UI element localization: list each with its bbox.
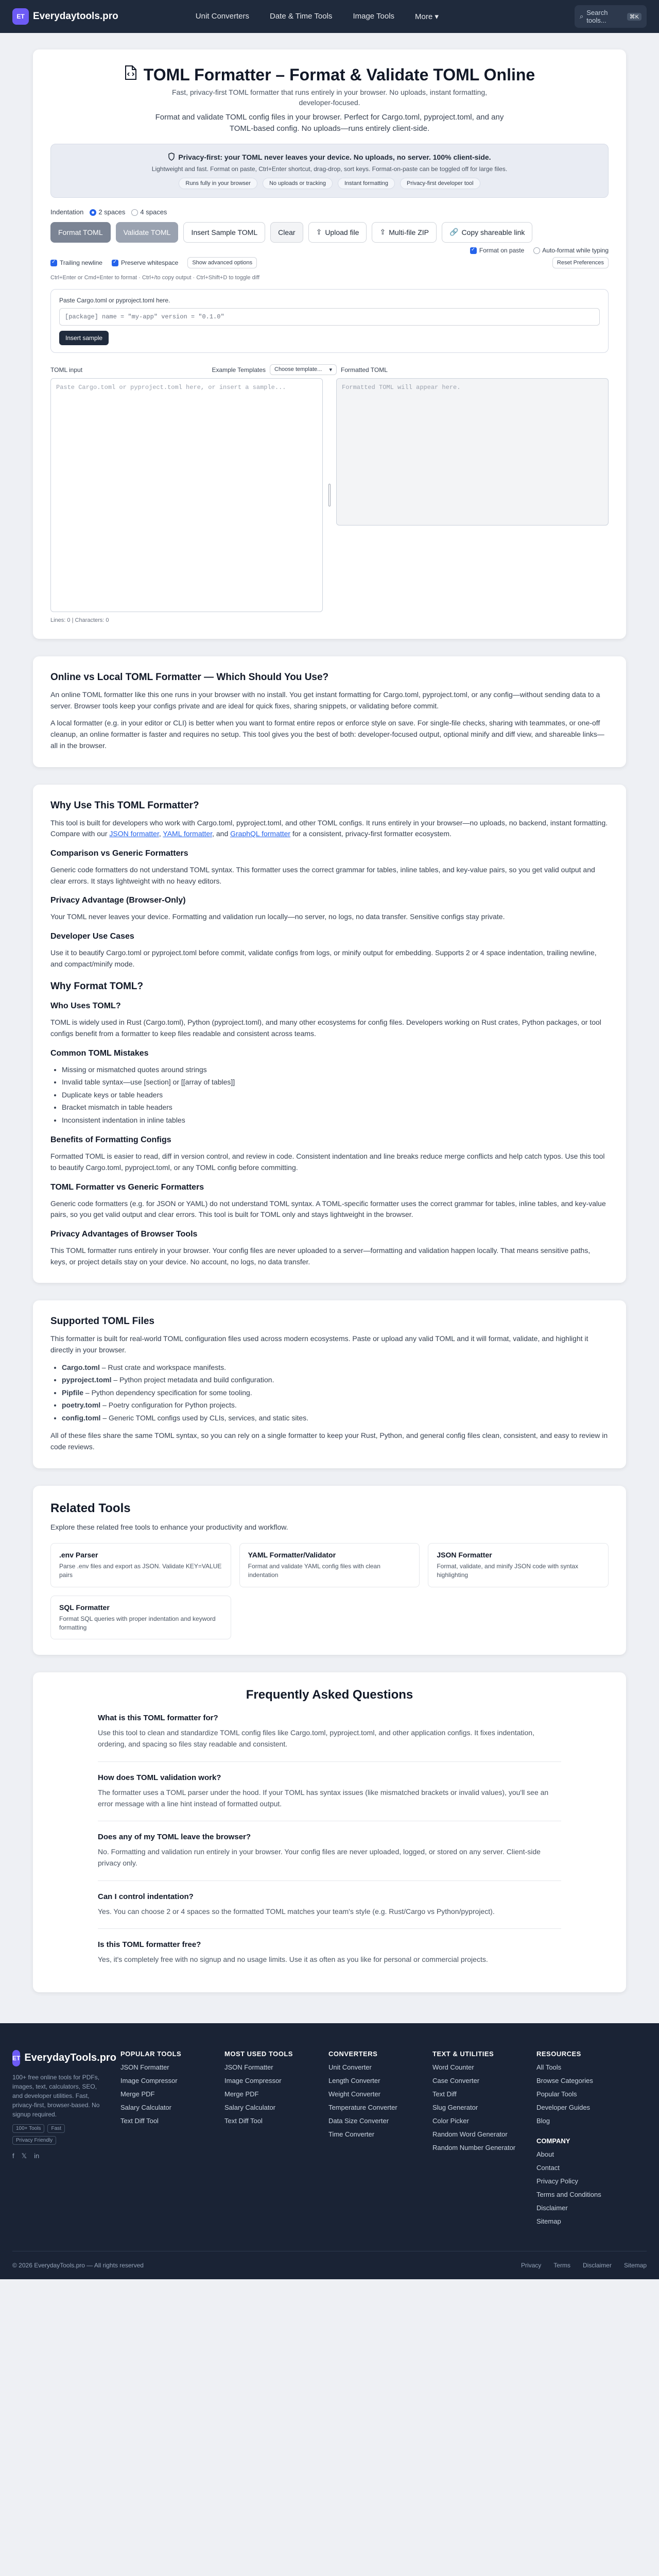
footer-bottom-link[interactable]: Sitemap — [623, 2261, 647, 2269]
indent-2-radio[interactable] — [90, 208, 125, 216]
list-item — [62, 1399, 609, 1412]
paste-box — [50, 289, 609, 353]
trailing-newline-label: Trailing newline — [60, 259, 102, 266]
template-select-value: Choose template... — [274, 366, 322, 373]
footer-tag: Privacy Friendly — [12, 2136, 56, 2145]
paragraph: TOML is widely used in Rust (Cargo.toml), Python (pyproject.toml), and many other ecosystems for config files. Developers working on Rust crates, Python packages, or tool configs benefit from a formatter to keep files readable and consistent across teams. — [50, 1018, 601, 1038]
footer-link[interactable]: About — [536, 2150, 554, 2158]
faq-answer: Use this tool to clean and standardize TOML config files like Cargo.toml, pyproject.toml, and other application configs. It fixes indentation, ordering, and spacing so files stay readable and consistent. — [98, 1728, 534, 1749]
split-handle[interactable] — [327, 378, 332, 612]
paste-label: Paste Cargo.toml or pyproject.toml here. — [59, 297, 170, 304]
paragraph: A local formatter (e.g. in your editor or CLI) is better when you want to format entire repos or enforce style on save. For single-file checks, sharing with teammates, or one-off cleanup, an online formatter is faster and requires no setup. This tool gives you the best of both: developer-focused output, optional minify and diff view, and shareable links—all in the browser. — [50, 719, 604, 750]
upload-icon: ⇪ — [379, 228, 386, 236]
footer-link[interactable]: Terms and Conditions — [536, 2190, 601, 2198]
formatted-output-editor[interactable]: Formatted TOML will appear here. — [336, 378, 609, 526]
radio-unchecked — [533, 247, 540, 254]
footer-link[interactable]: Case Converter — [432, 2076, 480, 2084]
faq-answer: The formatter uses a TOML parser under the hood. If your TOML has syntax issues (like mismatched brackets or invalid values), you'll see an error message with a line hint instead of formatted output. — [98, 1788, 549, 1808]
footer-link[interactable]: Text Diff — [432, 2090, 457, 2098]
list-item — [62, 1374, 609, 1386]
shortcut-hint: Ctrl+Enter or Cmd+Enter to format · Ctrl+/to copy output · Ctrl+Shift+D to toggle diff — [50, 275, 260, 281]
paragraph: This formatter is built for real-world TOML configuration files used across modern ecosystems. Paste or upload any valid TOML and it will format, validate, and highlight it directly in your browser. — [50, 1334, 588, 1354]
radio-checked — [90, 209, 96, 216]
input-label: TOML input — [50, 366, 83, 374]
subheading: Developer Use Cases — [50, 931, 134, 941]
faq-question: Does any of my TOML leave the browser? — [98, 1833, 251, 1842]
file-desc: – Python project metadata and build configuration. — [111, 1376, 274, 1384]
footer-bottom-link[interactable]: Privacy — [521, 2261, 542, 2269]
faq-question: How does TOML validation work? — [98, 1773, 221, 1782]
yaml-formatter-link[interactable]: YAML formatter — [163, 829, 213, 838]
faq-answer: Yes. You can choose 2 or 4 spaces so the formatted TOML matches your team's style (e.g. Rust/Cargo vs Python/pyproject). — [98, 1907, 495, 1916]
footer-link[interactable]: Word Counter — [432, 2063, 474, 2071]
faq-item[interactable] — [98, 1929, 561, 1977]
footer-col-most-used — [224, 2050, 313, 2225]
privacy-pill: Privacy-first developer tool — [400, 178, 480, 189]
nav-more[interactable] — [415, 12, 439, 21]
facebook-icon[interactable]: f — [12, 2151, 14, 2160]
paragraph: Explore these related free tools to enhance your productivity and workflow. — [50, 1522, 288, 1531]
paragraph: Your TOML never leaves your device. Formatting and validation run locally—no server, no logs, no data transfer. Sensitive configs stay private. — [50, 912, 505, 921]
footer-link[interactable]: Slug Generator — [432, 2103, 478, 2111]
file-name: Cargo.toml — [62, 1363, 100, 1371]
indent-2-label: 2 spaces — [98, 208, 126, 216]
footer-link[interactable]: Text Diff Tool — [224, 2116, 263, 2125]
footer-link[interactable]: All Tools — [536, 2063, 562, 2071]
footer-link[interactable]: Weight Converter — [328, 2090, 380, 2098]
section-title: Related Tools — [50, 1501, 131, 1515]
file-code-icon — [124, 65, 137, 84]
auto-format-label: Auto-format while typing — [542, 246, 609, 254]
tool-name: .env Parser — [59, 1551, 98, 1560]
output-label: Formatted TOML — [341, 366, 388, 374]
footer-col-popular — [120, 2050, 209, 2225]
brand[interactable] — [12, 8, 118, 25]
radio-unchecked — [131, 209, 138, 216]
copyright: © 2026 EverydayTools.pro — All rights reserved — [12, 2261, 144, 2269]
page-title-text: TOML Formatter – Format & Validate TOML Online — [143, 65, 535, 84]
drag-handle-icon — [328, 484, 331, 506]
graphql-formatter-link[interactable]: GraphQL formatter — [230, 829, 291, 838]
faq-answer: Yes, it's completely free with no signup and no usage limits. Use it as often as you like for personal or commercial projects. — [98, 1955, 488, 1964]
privacy-banner — [50, 144, 609, 198]
nav-more-label: More — [415, 12, 433, 21]
subheading: Comparison vs Generic Formatters — [50, 849, 188, 858]
footer-link[interactable]: Text Diff Tool — [120, 2116, 159, 2125]
hero-subtitle: Fast, privacy-first TOML formatter that runs entirely in your browser. No uploads, instant formatting, developer-focused. — [171, 88, 488, 107]
list-item: • Invalid table syntax—use [section] or [[array of tables]] — [62, 1076, 609, 1089]
footer-link[interactable]: Salary Calculator — [120, 2103, 171, 2111]
privacy-pill: Runs fully in your browser — [179, 178, 257, 189]
search-placeholder: Search tools... — [586, 9, 608, 24]
subheading: TOML Formatter vs Generic Formatters — [50, 1182, 204, 1192]
file-name: config.toml — [62, 1413, 101, 1422]
footer-col-title: CONVERTERS — [328, 2049, 378, 2058]
top-nav — [0, 0, 659, 33]
list-item: • Missing or mismatched quotes around strings — [62, 1063, 609, 1076]
trailing-newline-checkbox[interactable] — [50, 259, 102, 266]
footer-col-title: MOST USED TOOLS — [224, 2049, 293, 2058]
footer-link[interactable]: Contact — [536, 2163, 560, 2172]
upload-button[interactable] — [308, 222, 367, 243]
footer-link[interactable]: Popular Tools — [536, 2090, 577, 2098]
format-options — [50, 247, 609, 254]
link-icon: 🔗 — [449, 228, 459, 236]
list-item: • Bracket mismatch in table headers — [62, 1101, 609, 1114]
paragraph: All of these files share the same TOML syntax, so you can rely on a single formatter to keep your Rust, Python, and general config files clean, consistent, and easy to review in code reviews. — [50, 1431, 608, 1451]
file-name: pyproject.toml — [62, 1376, 112, 1384]
subheading: Benefits of Formatting Configs — [50, 1136, 171, 1145]
footer-link[interactable]: Length Converter — [328, 2076, 380, 2084]
faq-answer: No. Formatting and validation run entirely in your browser. Your config files are never uploaded, logged, or stored on any server. Client-side privacy only. — [98, 1848, 541, 1867]
privacy-title: Privacy-first: your TOML never leaves your device. No uploads, no server. 100% client-side. — [178, 153, 491, 162]
linkedin-icon[interactable]: in — [34, 2151, 40, 2160]
format-on-paste-label: Format on paste — [479, 246, 525, 254]
section-title: Frequently Asked Questions — [246, 1688, 413, 1702]
list-item: • Inconsistent indentation in inline tables — [62, 1114, 609, 1127]
footer-link[interactable]: Temperature Converter — [328, 2103, 397, 2111]
footer-link[interactable]: Disclaimer — [536, 2204, 568, 2212]
paste-input[interactable]: [package] name = "my-app" version = "0.1.0" — [59, 308, 600, 326]
paragraph — [50, 818, 609, 840]
footer-link[interactable]: Random Word Generator — [432, 2130, 508, 2138]
text: , — [159, 829, 163, 838]
nav-image-tools[interactable]: Image Tools — [353, 12, 395, 21]
subheading: Privacy Advantage (Browser-Only) — [50, 896, 186, 905]
brand-name: Everydaytools.pro — [33, 11, 118, 22]
footer-link[interactable]: Salary Calculator — [224, 2103, 275, 2111]
file-desc: – Generic TOML configs used by CLIs, services, and static sites. — [100, 1413, 309, 1422]
indent-4-radio[interactable] — [131, 208, 167, 216]
indent-4-label: 4 spaces — [140, 208, 167, 216]
checkbox-checked — [112, 260, 118, 266]
shield-icon — [168, 152, 175, 162]
paragraph: An online TOML formatter like this one runs in your browser with no install. You get instant formatting for Cargo.toml, pyproject.toml, or any config—without sending data to a server. Browser tools keep your configs private and are ideal for quick fixes, sharing snippets, or validating before commit. — [50, 690, 600, 710]
footer-tag: 100+ Tools — [12, 2124, 44, 2133]
footer-tag: Fast — [47, 2124, 64, 2133]
validate-button[interactable]: Validate TOML — [116, 222, 179, 243]
list-item: • Duplicate keys or table headers — [62, 1089, 609, 1101]
faq-item[interactable] — [98, 1702, 561, 1761]
nav-unit-converters[interactable]: Unit Converters — [195, 12, 249, 21]
footer-bottom-link[interactable]: Disclaimer — [582, 2261, 612, 2269]
tool-desc: Format SQL queries with proper indentation and keyword formatting — [59, 1615, 216, 1631]
related-tools-section — [33, 1486, 626, 1655]
footer — [0, 2023, 659, 2279]
footer-link[interactable]: Image Compressor — [120, 2076, 178, 2084]
file-name: poetry.toml — [62, 1401, 101, 1410]
upload-icon: ⇪ — [316, 228, 322, 236]
hero-description: Format and validate TOML config files in your browser. Perfect for Cargo.toml, pyproject.toml, and any TOML-based config. No uploads—runs entirely client-side. — [155, 113, 504, 133]
search-icon: ⌕ — [580, 12, 584, 20]
editors — [50, 378, 609, 612]
footer-link[interactable]: Merge PDF — [120, 2090, 155, 2098]
chevron-down-icon: ▾ — [329, 367, 332, 374]
footer-link[interactable]: Sitemap — [536, 2217, 561, 2225]
tool-desc: Parse .env files and export as JSON. Validate KEY=VALUE pairs — [59, 1563, 222, 1579]
footer-link[interactable]: Image Compressor — [224, 2076, 282, 2084]
footer-link[interactable]: Merge PDF — [224, 2090, 259, 2098]
footer-link[interactable]: Color Picker — [432, 2116, 469, 2125]
file-desc: – Python dependency specification for some tooling. — [83, 1388, 252, 1397]
faq-question: What is this TOML formatter for? — [98, 1714, 218, 1723]
checkbox-checked — [470, 247, 477, 254]
search-input[interactable] — [575, 5, 647, 28]
tool-desc: Format and validate YAML config files with clean indentation — [248, 1563, 380, 1579]
footer-link[interactable]: Browse Categories — [536, 2076, 593, 2084]
chevron-down-icon: ▾ — [435, 12, 439, 21]
related-tool-card[interactable] — [50, 1596, 231, 1640]
footer-link[interactable]: Developer Guides — [536, 2103, 591, 2111]
zip-button[interactable] — [372, 222, 437, 243]
mistakes-list — [50, 1063, 609, 1127]
footer-bottom-link[interactable]: Terms — [553, 2261, 570, 2269]
online-vs-local-section — [33, 656, 626, 767]
copy-link-button[interactable] — [442, 222, 532, 243]
file-name: Pipfile — [62, 1388, 84, 1397]
search-shortcut: ⌘K — [627, 13, 641, 21]
footer-link[interactable]: Time Converter — [328, 2130, 375, 2138]
toml-input-editor[interactable]: Paste Cargo.toml or pyproject.toml here, or insert a sample... — [50, 378, 323, 612]
text: for a consistent, privacy-first formatter ecosystem. — [290, 829, 452, 838]
paragraph: This TOML formatter runs entirely in your browser. Your config files are never uploaded to a server—formatting and validation happen locally. That means sensitive paths, keys, or project details stay on your device. No account, no logs, no data transfer. — [50, 1246, 591, 1266]
footer-link[interactable]: Unit Converter — [328, 2063, 372, 2071]
copy-link-label: Copy shareable link — [461, 228, 525, 236]
template-select[interactable] — [270, 364, 337, 375]
related-tool-card[interactable] — [239, 1543, 420, 1587]
footer-brand-name: EverydayTools.pro — [24, 2052, 116, 2064]
x-icon[interactable]: 𝕏 — [21, 2151, 27, 2160]
auto-format-radio[interactable] — [533, 247, 609, 254]
copyright-bar — [12, 2251, 647, 2279]
section-title: Why Use This TOML Formatter? — [50, 800, 199, 811]
faq-question: Is this TOML formatter free? — [98, 1940, 201, 1950]
subheading: Privacy Advantages of Browser Tools — [50, 1229, 198, 1239]
footer-link[interactable]: JSON Formatter — [120, 2063, 169, 2071]
privacy-pill: No uploads or tracking — [263, 178, 333, 189]
brand-logo: ET — [12, 2050, 20, 2066]
privacy-pill: Instant formatting — [338, 178, 395, 189]
editor-stats: Lines: 0 | Characters: 0 — [50, 617, 109, 624]
upload-label: Upload file — [325, 228, 359, 236]
footer-brand — [12, 2050, 116, 2225]
supported-files-section — [33, 1300, 626, 1468]
tool-card — [33, 49, 626, 639]
footer-link[interactable]: Privacy Policy — [536, 2177, 578, 2185]
footer-col-title: RESOURCES — [536, 2049, 581, 2058]
brand-logo: ET — [12, 8, 29, 25]
tool-name: SQL Formatter — [59, 1603, 110, 1612]
tool-desc: Format, validate, and minify JSON code with syntax highlighting — [437, 1563, 579, 1579]
faq-question: Can I control indentation? — [98, 1892, 194, 1901]
footer-link[interactable]: Data Size Converter — [328, 2116, 389, 2125]
list-item — [62, 1386, 609, 1399]
subheading: Common TOML Mistakes — [50, 1048, 149, 1058]
indentation-row — [50, 208, 609, 216]
tool-name: YAML Formatter/Validator — [248, 1551, 336, 1560]
faq-item[interactable] — [98, 1881, 561, 1929]
footer-link[interactable]: Random Number Generator — [432, 2143, 516, 2151]
file-desc: – Poetry configuration for Python projects. — [100, 1401, 237, 1410]
preserve-whitespace-checkbox[interactable] — [112, 259, 178, 266]
privacy-subtitle: Lightweight and fast. Format on paste, Ctrl+Enter shortcut, drag-drop, sort keys. Format-on-paste can be toggled off for large files. — [151, 165, 508, 173]
tool-name: JSON Formatter — [437, 1551, 492, 1560]
insert-sample-button[interactable]: Insert Sample TOML — [183, 222, 265, 243]
file-desc: – Rust crate and workspace manifests. — [99, 1363, 226, 1371]
faq-section — [33, 1672, 626, 1992]
nav-date-time-tools[interactable]: Date & Time Tools — [269, 12, 333, 21]
paragraph: Formatted TOML is easier to read, diff in version control, and review in code. Consistent indentation and line breaks reduce merge conflicts and help catch typos. Use this tool to beautify Cargo.toml, pyproject.toml, or any TOML config before committing. — [50, 1152, 605, 1172]
footer-col-converters — [328, 2050, 417, 2225]
footer-col-text — [432, 2050, 521, 2225]
footer-col-title: TEXT & UTILITIES — [432, 2049, 494, 2058]
format-on-paste-checkbox[interactable] — [470, 247, 524, 254]
page-title — [50, 65, 609, 84]
extra-options — [50, 257, 609, 268]
why-use-section — [33, 785, 626, 1283]
templates-label: Example Templates — [212, 366, 266, 374]
paragraph: Generic code formatters (e.g. for JSON or YAML) do not understand TOML syntax. A TOML-specific formatter uses the correct grammar for tables, inline tables, and key-value pairs, so you get valid output and clear errors. This tool is built for TOML only and stays lightweight in the browser. — [50, 1199, 606, 1219]
clear-button[interactable]: Clear — [270, 222, 303, 243]
list-item — [62, 1412, 609, 1425]
footer-link[interactable]: JSON Formatter — [224, 2063, 273, 2071]
indentation-label: Indentation — [50, 208, 84, 216]
faq-item[interactable] — [98, 1821, 561, 1880]
related-tool-card[interactable] — [428, 1543, 609, 1587]
zip-label: Multi-file ZIP — [389, 228, 429, 236]
related-tool-card[interactable] — [50, 1543, 231, 1587]
text: , and — [212, 829, 231, 838]
insert-sample-small-button[interactable]: Insert sample — [59, 331, 109, 345]
section-title: Online vs Local TOML Formatter — Which Should You Use? — [50, 672, 329, 683]
editor-header — [50, 364, 609, 375]
subheading: Who Uses TOML? — [50, 1002, 121, 1011]
footer-col-title: COMPANY — [536, 2137, 570, 2145]
footer-col-resources — [536, 2050, 625, 2225]
json-formatter-link[interactable]: JSON formatter — [109, 829, 159, 838]
footer-col-title: POPULAR TOOLS — [120, 2049, 182, 2058]
section-title: Why Format TOML? — [50, 981, 144, 992]
advanced-options-button[interactable]: Show advanced options — [187, 257, 257, 268]
format-button[interactable]: Format TOML — [50, 222, 111, 243]
section-title: Supported TOML Files — [50, 1316, 154, 1327]
supported-list — [50, 1361, 609, 1425]
text: This tool is built for developers who work with Cargo.toml, pyproject.toml, and other TOML configs. It runs entirely in your browser—no uploads, no backend, instant formatting. Compare with our — [50, 818, 608, 838]
faq-item[interactable] — [98, 1762, 561, 1821]
list-item — [62, 1361, 609, 1374]
checkbox-checked — [50, 260, 57, 266]
paragraph: Generic code formatters do not understand TOML syntax. This formatter uses the correct grammar for tables, inline tables, and key-value pairs, so you get valid output and clear errors. It stays lightweight with no heavy editors. — [50, 865, 595, 885]
preserve-whitespace-label: Preserve whitespace — [120, 259, 179, 266]
action-buttons — [50, 222, 609, 243]
paragraph: Use it to beautify Cargo.toml or pyproject.toml before commit, validate configs from logs, or minify output for embedding. Supports 2 or 4 space indentation, trailing newline, and compact/minify mode. — [50, 948, 597, 968]
footer-link[interactable]: Blog — [536, 2116, 550, 2125]
reset-preferences-button[interactable]: Reset Preferences — [552, 257, 609, 268]
footer-description: 100+ free online tools for PDFs, images, text, calculators, SEO, and developer utilities. Fast, privacy-first, browser-based. No signup required. — [12, 2073, 100, 2118]
